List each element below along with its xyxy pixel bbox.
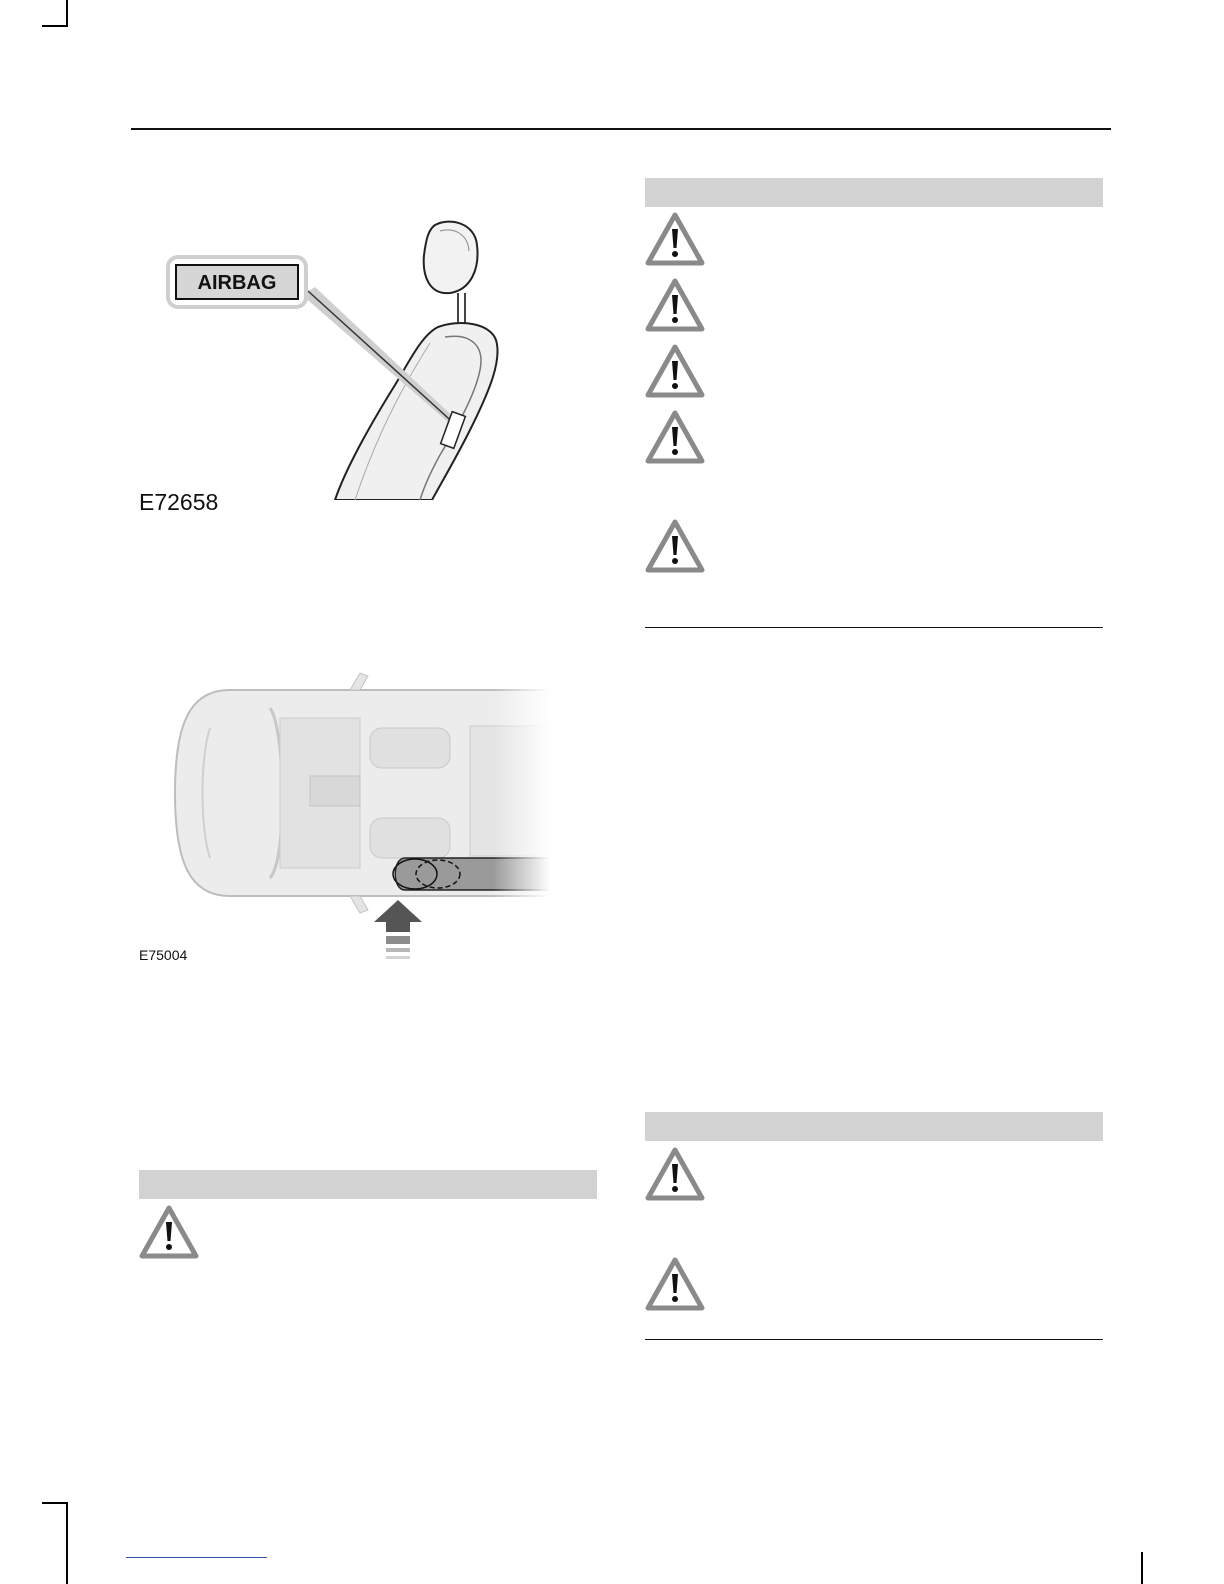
warning-triangle-icon [645,278,705,332]
crop-mark-bottom-left-v [66,1502,68,1584]
figure-id-car: E75004 [139,947,188,963]
airbag-label: AIRBAG [197,272,277,294]
right-section-bar-bottom [645,1112,1103,1141]
crop-mark-bottom-right [1141,1552,1143,1584]
crop-mark-top-left-v [66,0,68,26]
right-section-end-rule-bottom [645,1339,1103,1340]
crop-mark-bottom-left-h [42,1502,68,1504]
left-section-bar [139,1170,597,1199]
right-section-end-rule-top [645,627,1103,628]
warning-triangle-icon [645,519,705,573]
warning-triangle-icon [645,1257,705,1311]
warning-triangle-icon [645,344,705,398]
warning-triangle-icon [139,1205,199,1259]
header-rule [131,128,1111,130]
footer-link[interactable] [126,1557,267,1558]
crop-mark-top-left-h [42,25,68,27]
seat-airbag-figure [140,215,540,500]
warning-triangle-icon [645,1147,705,1201]
car-side-airbag-figure [170,668,550,968]
warning-triangle-icon [645,212,705,266]
figure-id-seat: E72658 [139,489,219,515]
right-section-bar-top [645,178,1103,207]
warning-triangle-icon [645,410,705,464]
